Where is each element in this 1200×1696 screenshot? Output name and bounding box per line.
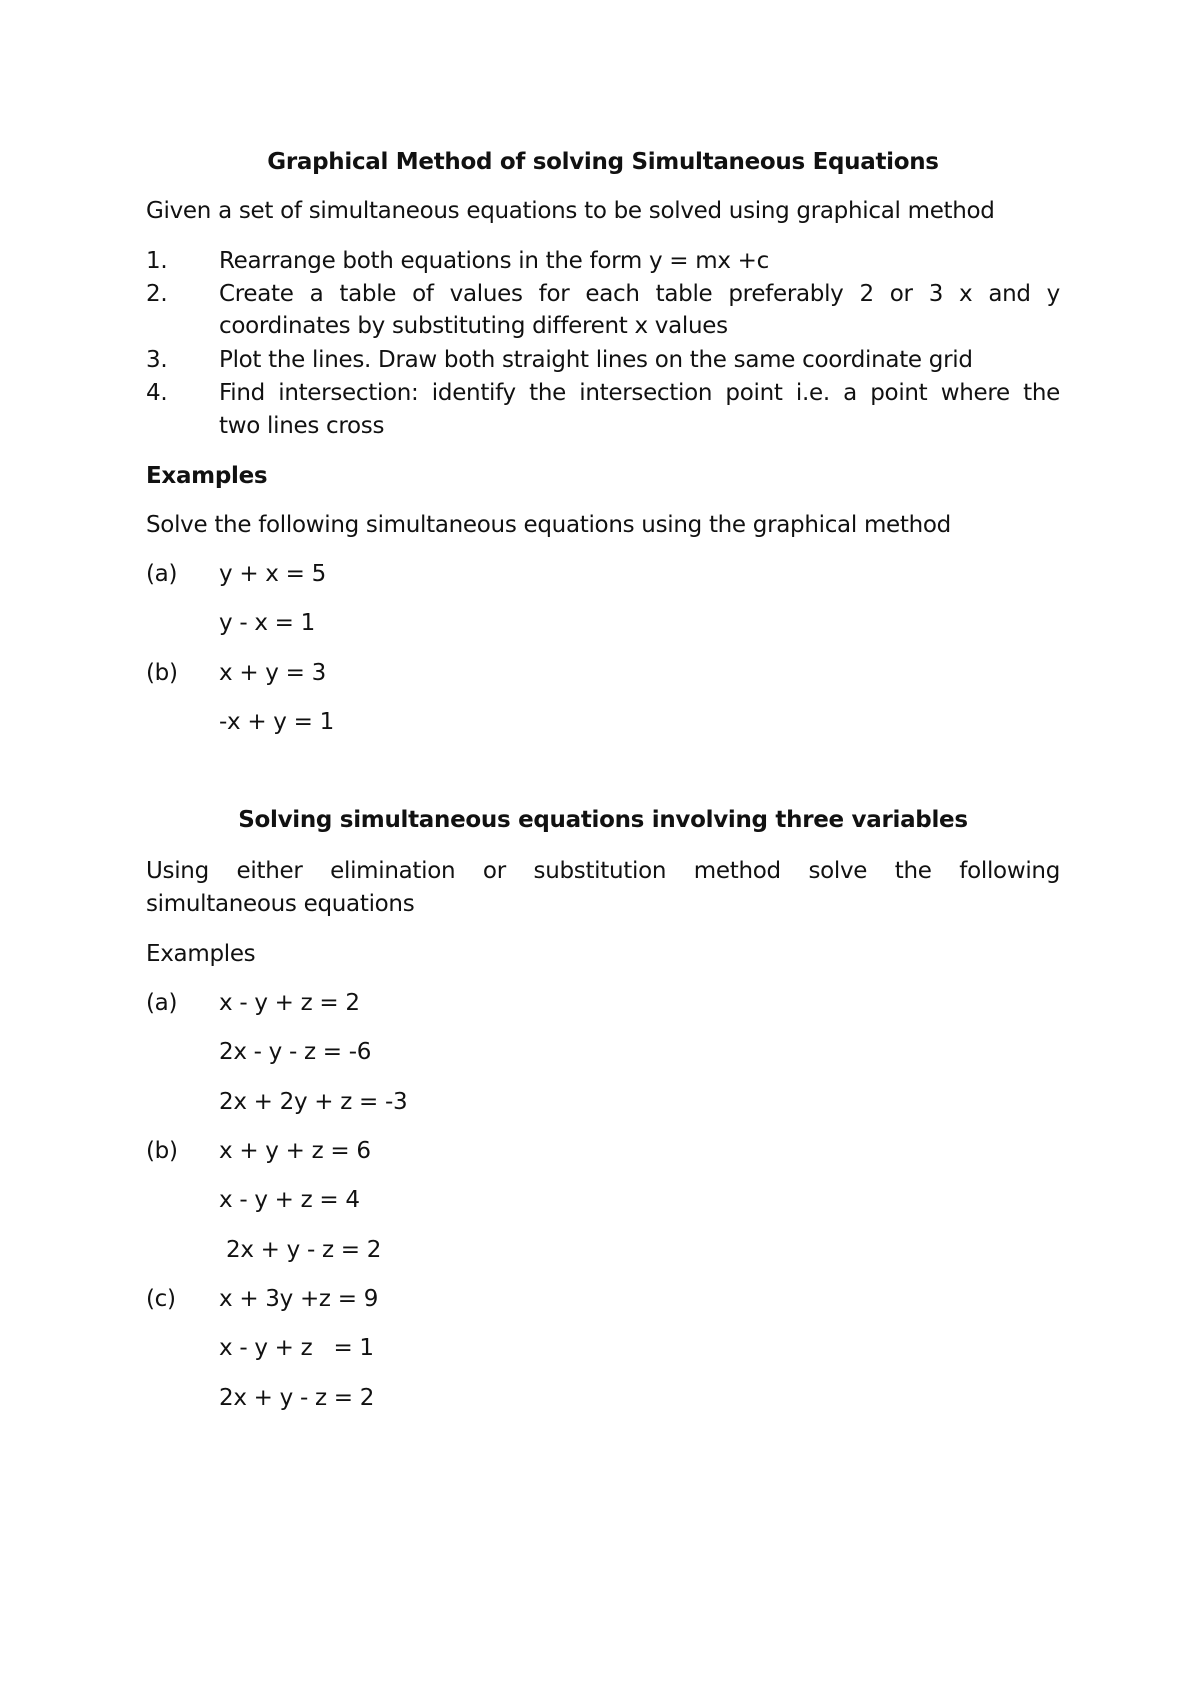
example-label: (b)	[146, 660, 178, 686]
example-label: (a)	[146, 990, 178, 1016]
example-label: (a)	[146, 561, 178, 587]
step-text: Plot the lines. Draw both straight lines on the same coordinate grid	[219, 347, 973, 373]
section1-intro: Given a set of simultaneous equations to be solved using graphical method	[146, 198, 995, 224]
equation: 2x + 2y + z = -3	[219, 1089, 408, 1115]
equation: 2x + y - z = 2	[219, 1385, 375, 1411]
step-text-continued: two lines cross	[219, 413, 385, 439]
step-text: Find intersection: identify the intersection point i.e. a point where the	[219, 380, 1060, 406]
step-number: 4.	[146, 380, 168, 406]
equation: x - y + z = 2	[219, 990, 360, 1016]
equation: 2x + y - z = 2	[219, 1237, 382, 1263]
step-number: 3.	[146, 347, 168, 373]
equation: y - x = 1	[219, 610, 315, 636]
example-label: (b)	[146, 1138, 178, 1164]
step-text: Rearrange both equations in the form y = mx +c	[219, 248, 770, 274]
equation: 2x - y - z = -6	[219, 1039, 372, 1065]
equation: y + x = 5	[219, 561, 326, 587]
equation: x - y + z = 1	[219, 1335, 374, 1361]
step-number: 2.	[146, 281, 168, 307]
equation: x + 3y +z = 9	[219, 1286, 379, 1312]
section2-instruction: Using either elimination or substitution method solve the following	[146, 858, 1060, 884]
equation: x + y + z = 6	[219, 1138, 371, 1164]
step-number: 1.	[146, 248, 168, 274]
examples-heading-2: Examples	[146, 941, 256, 967]
step-text-continued: coordinates by substituting different x values	[219, 313, 728, 339]
examples-heading: Examples	[146, 463, 268, 489]
example-label: (c)	[146, 1286, 176, 1312]
section2-title: Solving simultaneous equations involving three variables	[238, 807, 968, 833]
section1-title: Graphical Method of solving Simultaneous Equations	[267, 149, 939, 175]
equation: -x + y = 1	[219, 709, 334, 735]
equation: x - y + z = 4	[219, 1187, 360, 1213]
step-text: Create a table of values for each table preferably 2 or 3 x and y	[219, 281, 1060, 307]
section2-instruction-continued: simultaneous equations	[146, 891, 415, 917]
equation: x + y = 3	[219, 660, 326, 686]
section1-instruction: Solve the following simultaneous equations using the graphical method	[146, 512, 951, 538]
